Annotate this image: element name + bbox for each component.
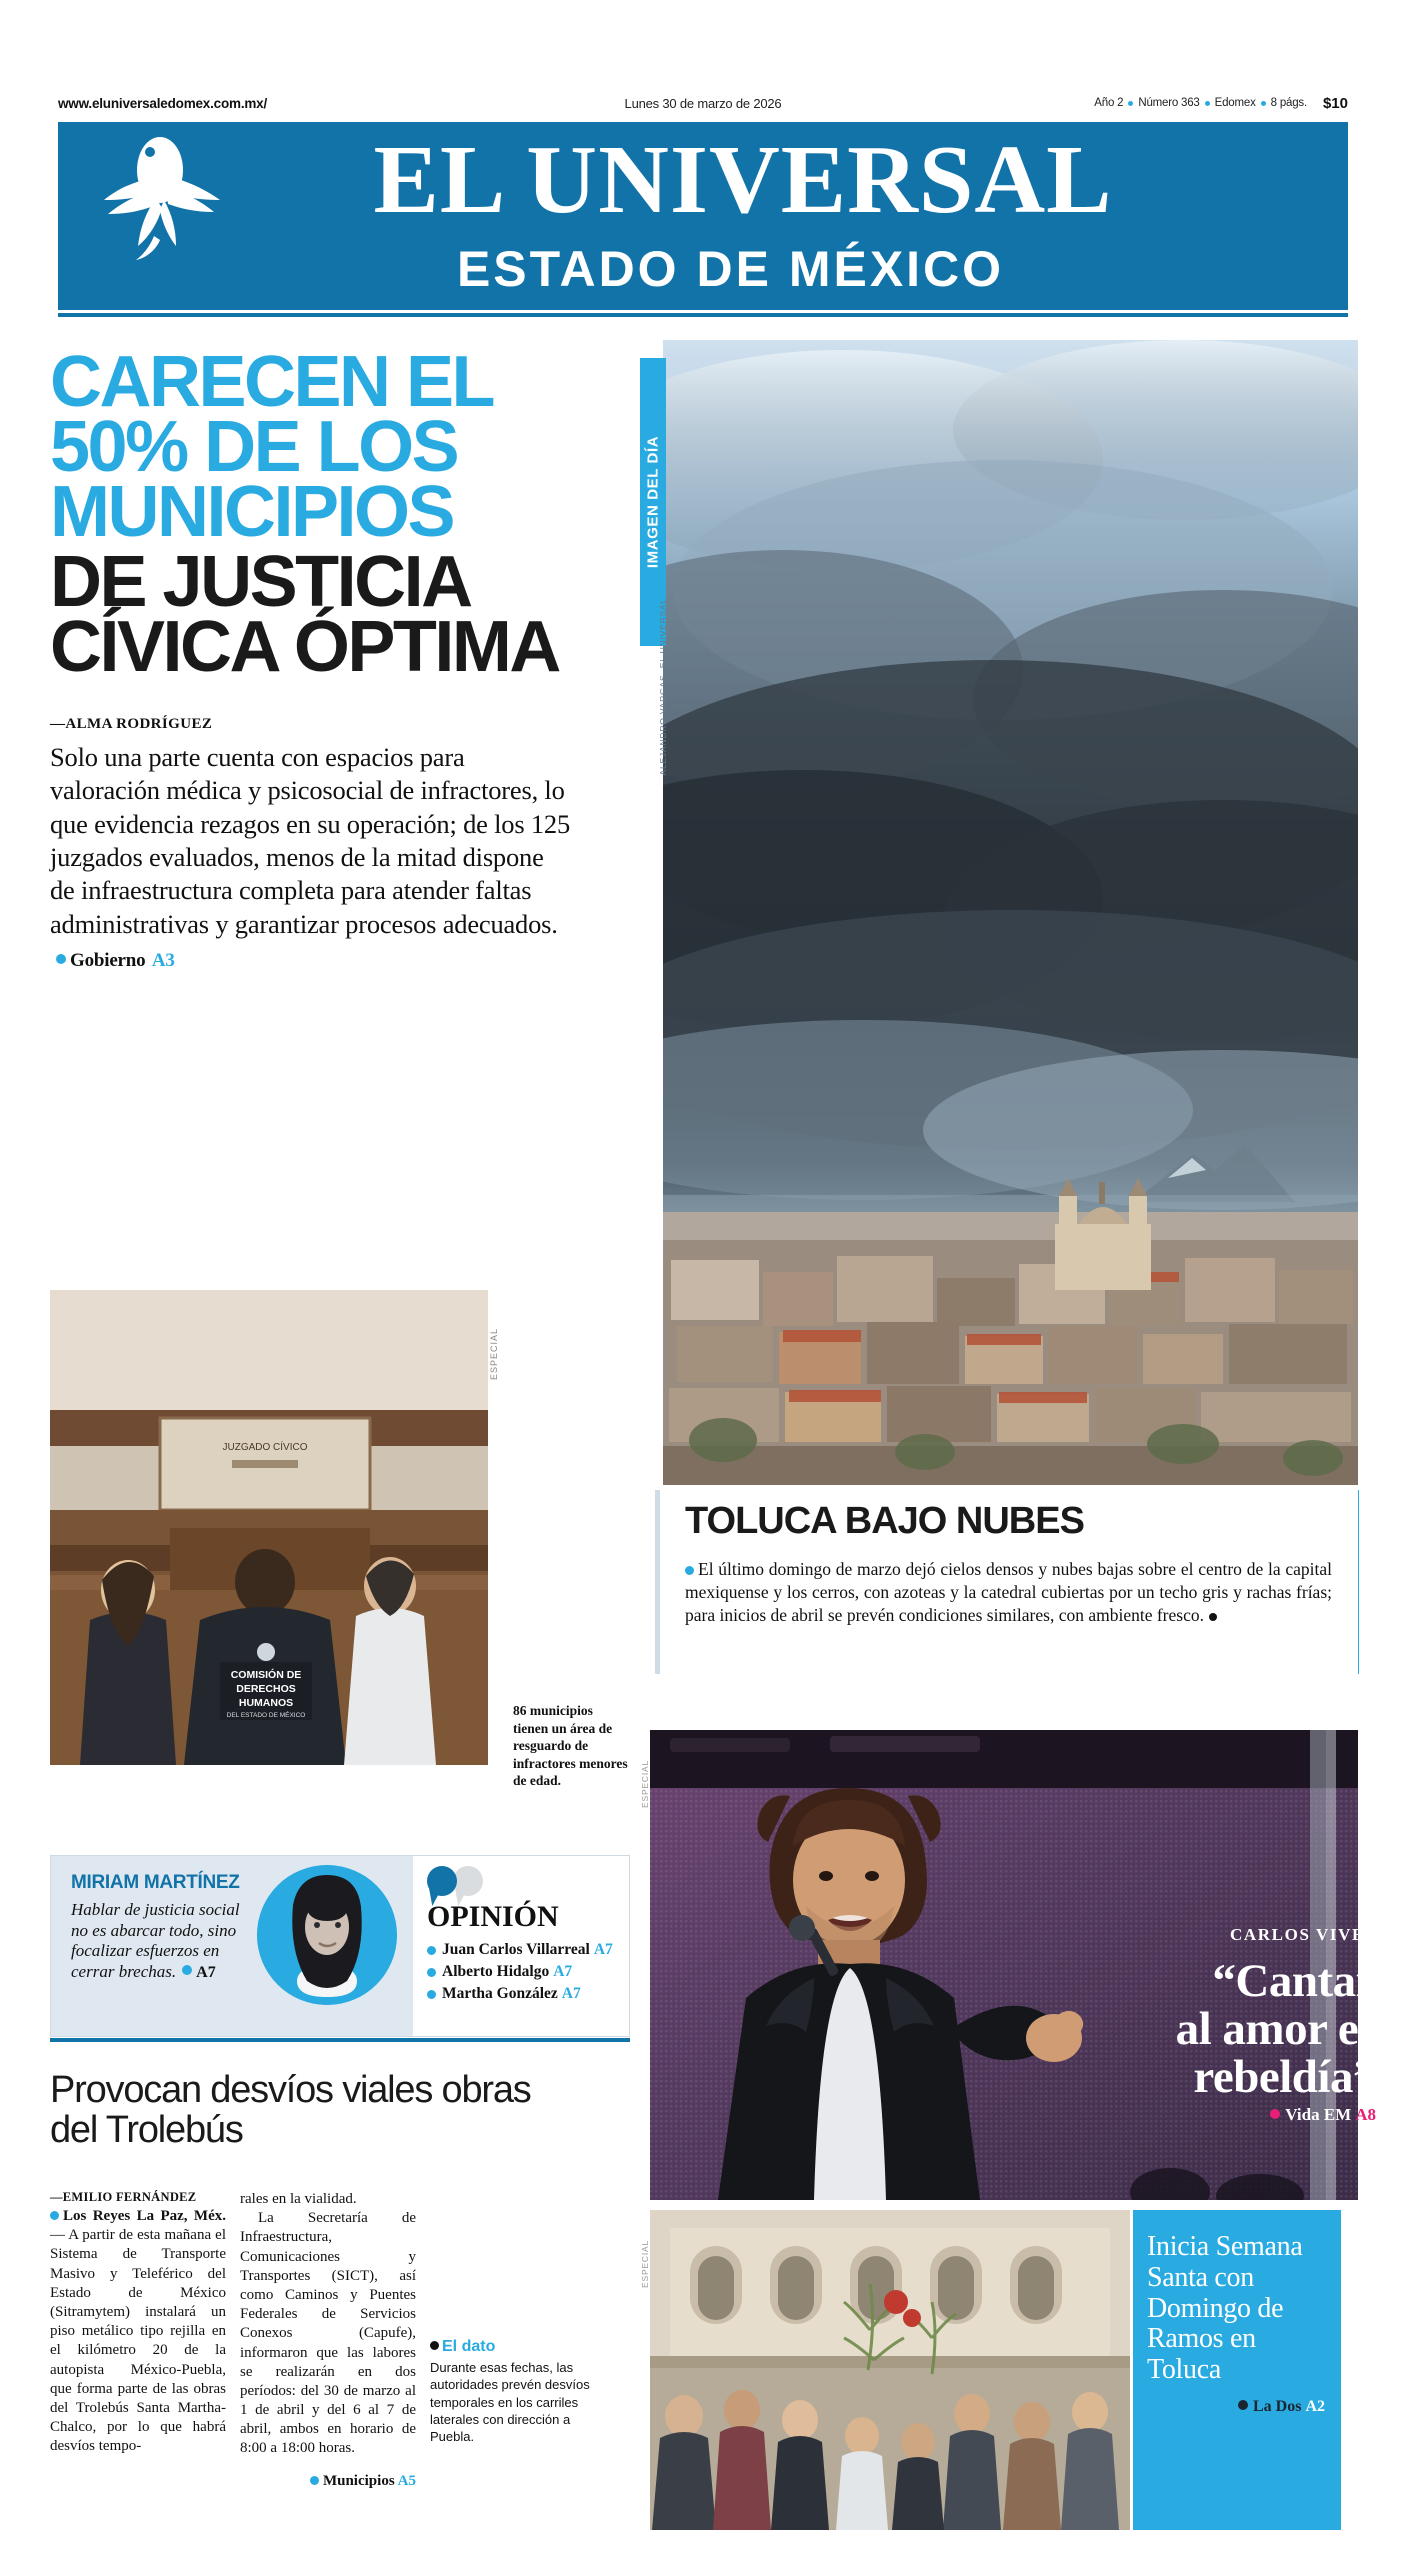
separator-dot-icon [1128, 101, 1133, 106]
headline-line: 50% DE LOS [50, 406, 458, 487]
main-lead-text: Solo una parte cuenta con espacios para valoración médica y psicosocial de infractores, lo que evidencia rezagos en su operación; de los 125 juzgados evaluados, menos de la mitad dispone de infraestructura completa para atender faltas administrativas y garantizar procesos adecuados. [50, 741, 571, 939]
opinion-box[interactable] [50, 1855, 630, 2037]
vives-quote-line: al amor es [1175, 2002, 1376, 2055]
issue-meta [1094, 97, 1307, 109]
quotation-mark-icon [427, 1866, 491, 1898]
main-story [50, 340, 570, 975]
bullet-dot-icon [56, 954, 66, 964]
bullet-dot-icon [182, 1965, 192, 1975]
ramos-page-ref: A2 [1305, 2397, 1325, 2415]
masthead-subtitle: ESTADO DE MÉXICO [456, 241, 1005, 297]
main-headline-black[interactable] [50, 542, 570, 688]
sky-photo-credit: ALEJANDRO VARGAS. EL UNIVERSAL [658, 598, 668, 776]
issue-number: Número 363 [1138, 97, 1200, 109]
bullet-dot-icon [1270, 2109, 1280, 2119]
trolebus-column-2 [240, 2190, 416, 2490]
main-headline-blue[interactable] [50, 342, 570, 552]
trolebus-columns [50, 2190, 630, 2490]
end-dot-icon [1209, 1613, 1217, 1621]
svg-text:DEL ESTADO DE MÉXICO: DEL ESTADO DE MÉXICO [226, 1712, 306, 1719]
vives-quote-line: “Cantar [1212, 1955, 1376, 2007]
avatar [257, 1865, 397, 2005]
masthead [58, 122, 1348, 310]
headline-line: CÍVICA ÓPTIMA [50, 607, 559, 688]
top-info-bar [58, 92, 1348, 114]
bullet-dot-icon [310, 2476, 319, 2485]
toluca-body-text: El último domingo de marzo dejó cielos densos y nubes bajas sobre el centro de la capital mexiquense y los cerros, con azoteas y la catedral cubiertas por un techo gris y rachas frías; para inicios de abril se prevén condiciones similares, con ambiente fresco. [685, 1559, 1332, 1626]
imagen-del-dia-label: IMAGEN DEL DÍA [644, 435, 662, 569]
opinion-box-underline [50, 2038, 630, 2042]
bullet-dot-icon [427, 1968, 436, 1977]
issue-pages: 8 págs. [1270, 97, 1307, 109]
issue-edition: Edomex [1214, 97, 1256, 109]
ramos-headline: Inicia Semana Santa con Domingo de Ramos en Toluca [1147, 2231, 1303, 2386]
courtroom-photo-credit: ESPECIAL [489, 1327, 499, 1380]
trolebus-byline: —EMILIO FERNÁNDEZ [50, 2190, 197, 2204]
trolebus-col1-text: — A partir de esta mañana el Sistema de Transporte Masivo y Teleférico del Estado de México (Sitramytem) instalará un piso metálico tipo rejilla en el kilómetro 20 de la autopista México-Puebla, que forma parte de las obras del Trolebús Santa Martha-Chalco, por lo que habrá desvíos tempo- [50, 2227, 226, 2455]
toluca-headline[interactable]: TOLUCA BAJO NUBES [685, 1500, 1084, 1542]
ramos-teaser-box[interactable] [1133, 2210, 1341, 2530]
domingo-ramos-photo [650, 2210, 1130, 2530]
opinion-author-page: A7 [593, 1941, 613, 1958]
svg-text:HUMANOS: HUMANOS [238, 1697, 294, 1709]
trolebus-col2-top: rales en la vialidad. [240, 2191, 357, 2207]
trolebus-page-ref: A5 [397, 2472, 416, 2489]
ramos-section-label: La Dos [1252, 2397, 1302, 2415]
vives-section-label: Vida EM [1285, 2105, 1352, 2124]
toluca-left-rule [655, 1490, 660, 1674]
vives-quote-line: rebeldía” [1193, 2050, 1376, 2103]
headline-line: MUNICIPIOS [50, 471, 454, 552]
opinion-featured-quote [71, 1900, 253, 1983]
vives-section-ref[interactable] [956, 2105, 1376, 2125]
svg-text:JUZGADO CÍVICO: JUZGADO CÍVICO [222, 1442, 308, 1453]
toluca-body [685, 1558, 1332, 1627]
opinion-author-name: Juan Carlos Villarreal [442, 1941, 590, 1958]
masthead-title: EL UNIVERSAL [373, 126, 1113, 234]
masthead-rule [58, 313, 1348, 317]
separator-dot-icon [1261, 101, 1266, 106]
opinion-title: OPINIÓN [427, 1900, 559, 1933]
courtroom-photo-caption: 86 municipios tienen un área de resguardo de infractores menores de edad. [513, 1703, 628, 1789]
bullet-dot-icon [50, 2211, 59, 2220]
website-url[interactable]: www.eluniversaledomex.com.mx/ [58, 95, 268, 111]
bullet-dot-icon [1238, 2400, 1248, 2410]
opinion-author-name: Alberto Hidalgo [442, 1963, 550, 1980]
trolebus-body-1 [50, 2207, 226, 2456]
separator-dot-icon [1205, 101, 1210, 106]
bullet-dot-icon [685, 1566, 694, 1575]
opinion-author-page: A7 [561, 1985, 581, 2002]
svg-text:COMISIÓN DE: COMISIÓN DE [230, 1669, 302, 1681]
courtroom-photo [50, 1290, 488, 1765]
toluca-sky-photo [663, 340, 1358, 1485]
opinion-list-panel [413, 1856, 629, 2036]
main-page-ref[interactable]: A3 [151, 950, 175, 972]
vives-photo-credit: ESPECIAL [640, 1760, 650, 1808]
issue-meta-group [1094, 95, 1348, 112]
vives-kicker: CARLOS VIVES [1230, 1925, 1376, 1944]
ramos-photo-credit: ESPECIAL [640, 2240, 650, 2288]
dato-body: Durante esas fechas, las autoridades prevén desvíos temporales en los carriles laterales con dirección a Puebla. [430, 2360, 590, 2445]
list-item[interactable] [427, 1961, 629, 1983]
opinion-featured-author[interactable]: MIRIAM MARTÍNEZ [71, 1872, 240, 1893]
opinion-featured [51, 1856, 413, 2036]
vives-page-ref: A8 [1355, 2105, 1376, 2124]
dato-title [430, 2338, 590, 2356]
bullet-dot-icon [427, 1946, 436, 1955]
main-section-label[interactable]: Gobierno [70, 950, 146, 972]
headline-line: DE JUSTICIA [50, 542, 471, 623]
opinion-quote-text: Hablar de justicia social no es abarcar todo, sino focalizar esfuerzos en cerrar brechas. [71, 1900, 240, 1982]
dato-title-text: El dato [442, 2338, 496, 2355]
vives-quote[interactable] [956, 1955, 1376, 2103]
issue-year: Año 2 [1094, 97, 1124, 109]
opinion-featured-page[interactable]: A7 [196, 1964, 216, 1982]
opinion-author-name: Martha González [442, 1985, 558, 2002]
bullet-dot-icon [427, 1990, 436, 1999]
trolebus-dato-column [430, 2190, 590, 2490]
issue-price: $10 [1322, 94, 1348, 112]
main-lead-paragraph [50, 741, 570, 975]
trolebus-col2-text: La Secretaría de Infraestructura, Comunicaciones y Transportes (SICT), así como Caminos y Puentes Federales de Servicios Conexos (Capufe), informaron que las labores se realizarán en dos períodos: del 30 de marzo al 1 de abril y del 6 al 7 de abril, ambos en horario de 8:00 a 18:00 horas. [240, 2210, 416, 2457]
opinion-author-page: A7 [553, 1963, 573, 1980]
bullet-dot-icon [430, 2341, 439, 2350]
toluca-caption-block [663, 1488, 1358, 1678]
trolebus-section-ref[interactable] [240, 2473, 416, 2490]
main-byline: —ALMA RODRÍGUEZ [50, 715, 213, 732]
trolebus-column-1 [50, 2190, 226, 2490]
trolebus-headline[interactable]: Provocan desvíos viales obras del Trolebús [50, 2069, 531, 2152]
ramos-section-ref[interactable] [1147, 2398, 1325, 2416]
list-item[interactable] [427, 1939, 629, 1961]
list-item[interactable] [427, 1983, 629, 2005]
svg-text:DERECHOS: DERECHOS [236, 1683, 296, 1695]
trolebus-section-label: Municipios [322, 2472, 395, 2489]
headline-line: CARECEN EL [50, 342, 494, 422]
trolebus-dateline: Los Reyes La Paz, Méx. [63, 2208, 226, 2224]
issue-date: Lunes 30 de marzo de 2026 [624, 95, 782, 111]
